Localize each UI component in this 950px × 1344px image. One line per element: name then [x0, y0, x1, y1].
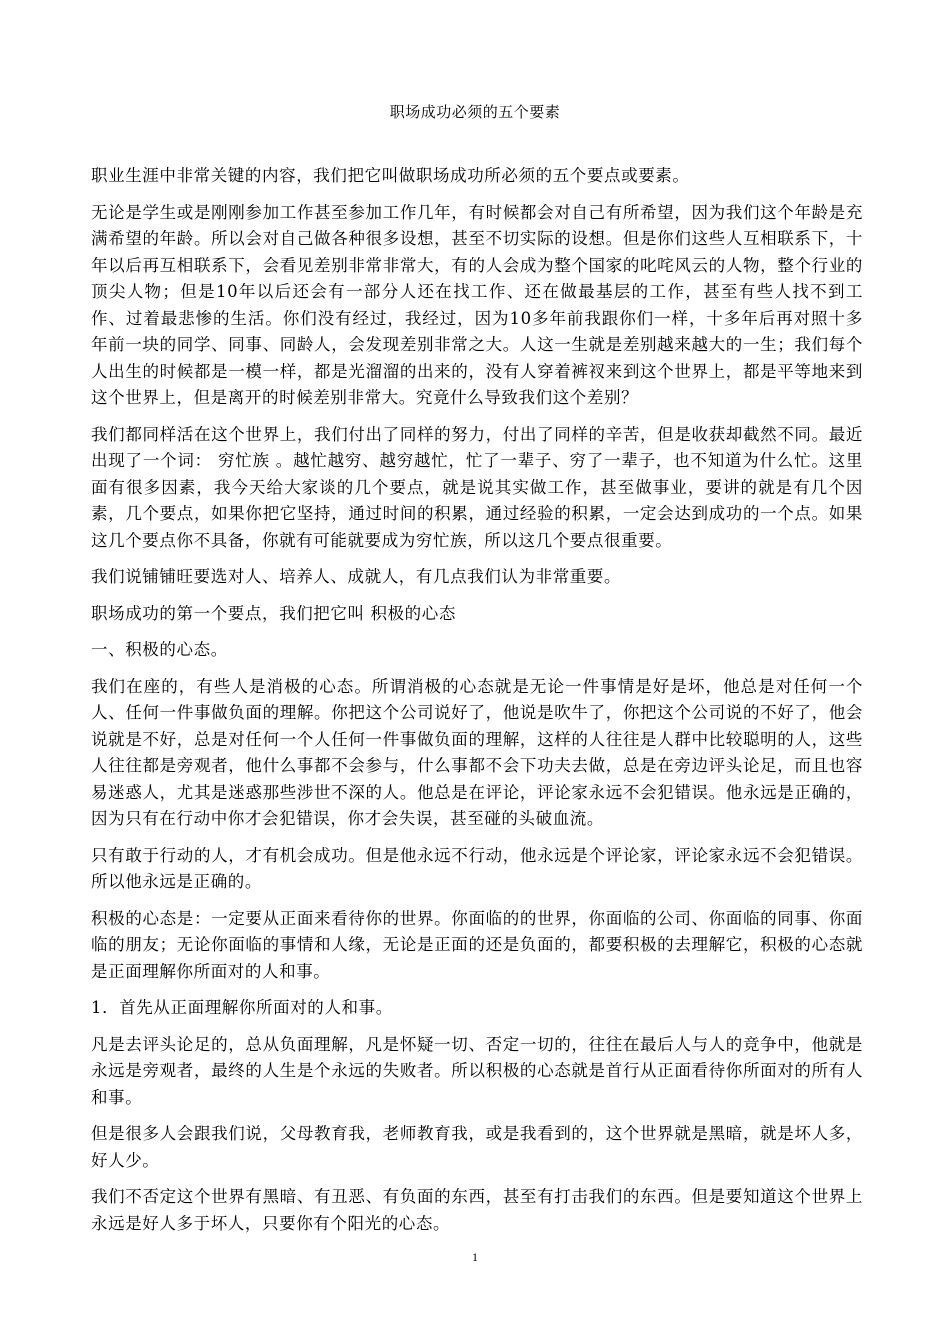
document-title: 职场成功必须的五个要素: [389, 103, 561, 121]
paragraph: 无论是学生或是刚刚参加工作甚至参加工作几年，有时候都会对自己有所希望，因为我们这个年龄是充满希望的年龄。所以会对自己做各种很多设想，甚至不切实际的设想。但是你们这些人互相联系下，十年以后再互相联系下，会看见差别非常非常大，有的人会成为整个国家的叱咤风云的人物，整个行业的顶尖人物；但是10年以后还会有一部分人还在找工作、还在做最基层的工作，甚至有些人找不到工作、过着最悲惨的生活。你们没有经过，我经过，因为10多年前我跟你们一样，十多年后再对照十多年前一块的同学、同事、同龄人，会发现差别非常之大。人这一生就是差别越来越大的一生；我们每个人出生的时候都是一模一样，都是光溜溜的出来的，没有人穿着裤衩来到这个世界上，都是平等地来到这个世界上，但是离开的时候差别非常大。究竟什么导致我们这个差别？: [91, 202, 863, 407]
paragraph: 职业生涯中非常关键的内容，我们把它叫做职场成功所必须的五个要点或要素。: [91, 166, 690, 185]
paragraph: 我们在座的，有些人是消极的心态。所谓消极的心态就是无论一件事情是好是坏，他总是对任何一个人、任何一件事做负面的理解。你把这个公司说好了，他说是吹牛了，你把这个公司说的不好了，他会说就是不好，总是对任何一个人任何一件事做负面的理解，这样的人往往是人群中比较聪明的人，这些人往往都是旁观者，他什么事都不会参与，什么事都不会下功夫去做，总是在旁边评头论足，而且也容易迷惑人，尤其是迷惑那些涉世不深的人。他总是在评论，评论家永远不会犯错误。他永远是正确的，因为只有在行动中你才会犯错误，你才会失误，甚至碰的头破血流。: [91, 676, 863, 828]
paragraph: 只有敢于行动的人，才有机会成功。但是他永远不行动，他永远是个评论家，评论家永远不会犯错误。所以他永远是正确的。: [91, 845, 863, 891]
numbered-point: 1．首先从正面理解你所面对的人和事。: [91, 998, 393, 1017]
document-body: [91, 163, 863, 1247]
paragraph: 积极的心态是：一定要从正面来看待你的世界。你面临的的世界，你面临的公司、你面临的同事、你面临的朋友；无论你面临的事情和人缘，无论是正面的还是负面的，都要积极的去理解它，积极的心态就是正面理解你所面对的人和事。: [91, 908, 863, 981]
page-number: 1: [472, 1250, 478, 1264]
section-heading: 一、积极的心态。: [91, 640, 228, 659]
paragraph: 但是很多人会跟我们说，父母教育我，老师教育我，或是我看到的，这个世界就是黑暗，就是坏人多，好人少。: [91, 1124, 863, 1170]
paragraph: 我们不否定这个世界有黑暗、有丑恶、有负面的东西，甚至有打击我们的东西。但是要知道这个世界上永远是好人多于坏人，只要你有个阳光的心态。: [91, 1187, 863, 1233]
paragraph: 我们说铺铺旺要选对人、培养人、成就人，有几点我们认为非常重要。: [91, 567, 622, 586]
paragraph: 凡是去评头论足的，总从负面理解，凡是怀疑一切、否定一切的，往往在最后人与人的竞争中，他就是永远是旁观者，最终的人生是个永远的失败者。所以积极的心态就是首行从正面看待你所面对的所有人和事。: [91, 1034, 863, 1107]
paragraph: 我们都同样活在这个世界上，我们付出了同样的努力，付出了同样的辛苦，但是收获却截然不同。最近出现了一个词： 穷忙族 。越忙越穷、越穷越忙，忙了一辈子、穷了一辈子，也不知道为什么忙。这里面有很多因素，我今天给大家谈的几个要点，就是说其实做工作，甚至做事业，要讲的就是有几个因素，几个要点，如果你把它坚持，通过时间的积累，通过经验的积累，一定会达到成功的一个点。如果这几个要点你不具备，你就有可能就要成为穷忙族，所以这几个要点很重要。: [91, 424, 863, 550]
paragraph: 职场成功的第一个要点，我们把它叫 积极的心态: [91, 603, 456, 623]
